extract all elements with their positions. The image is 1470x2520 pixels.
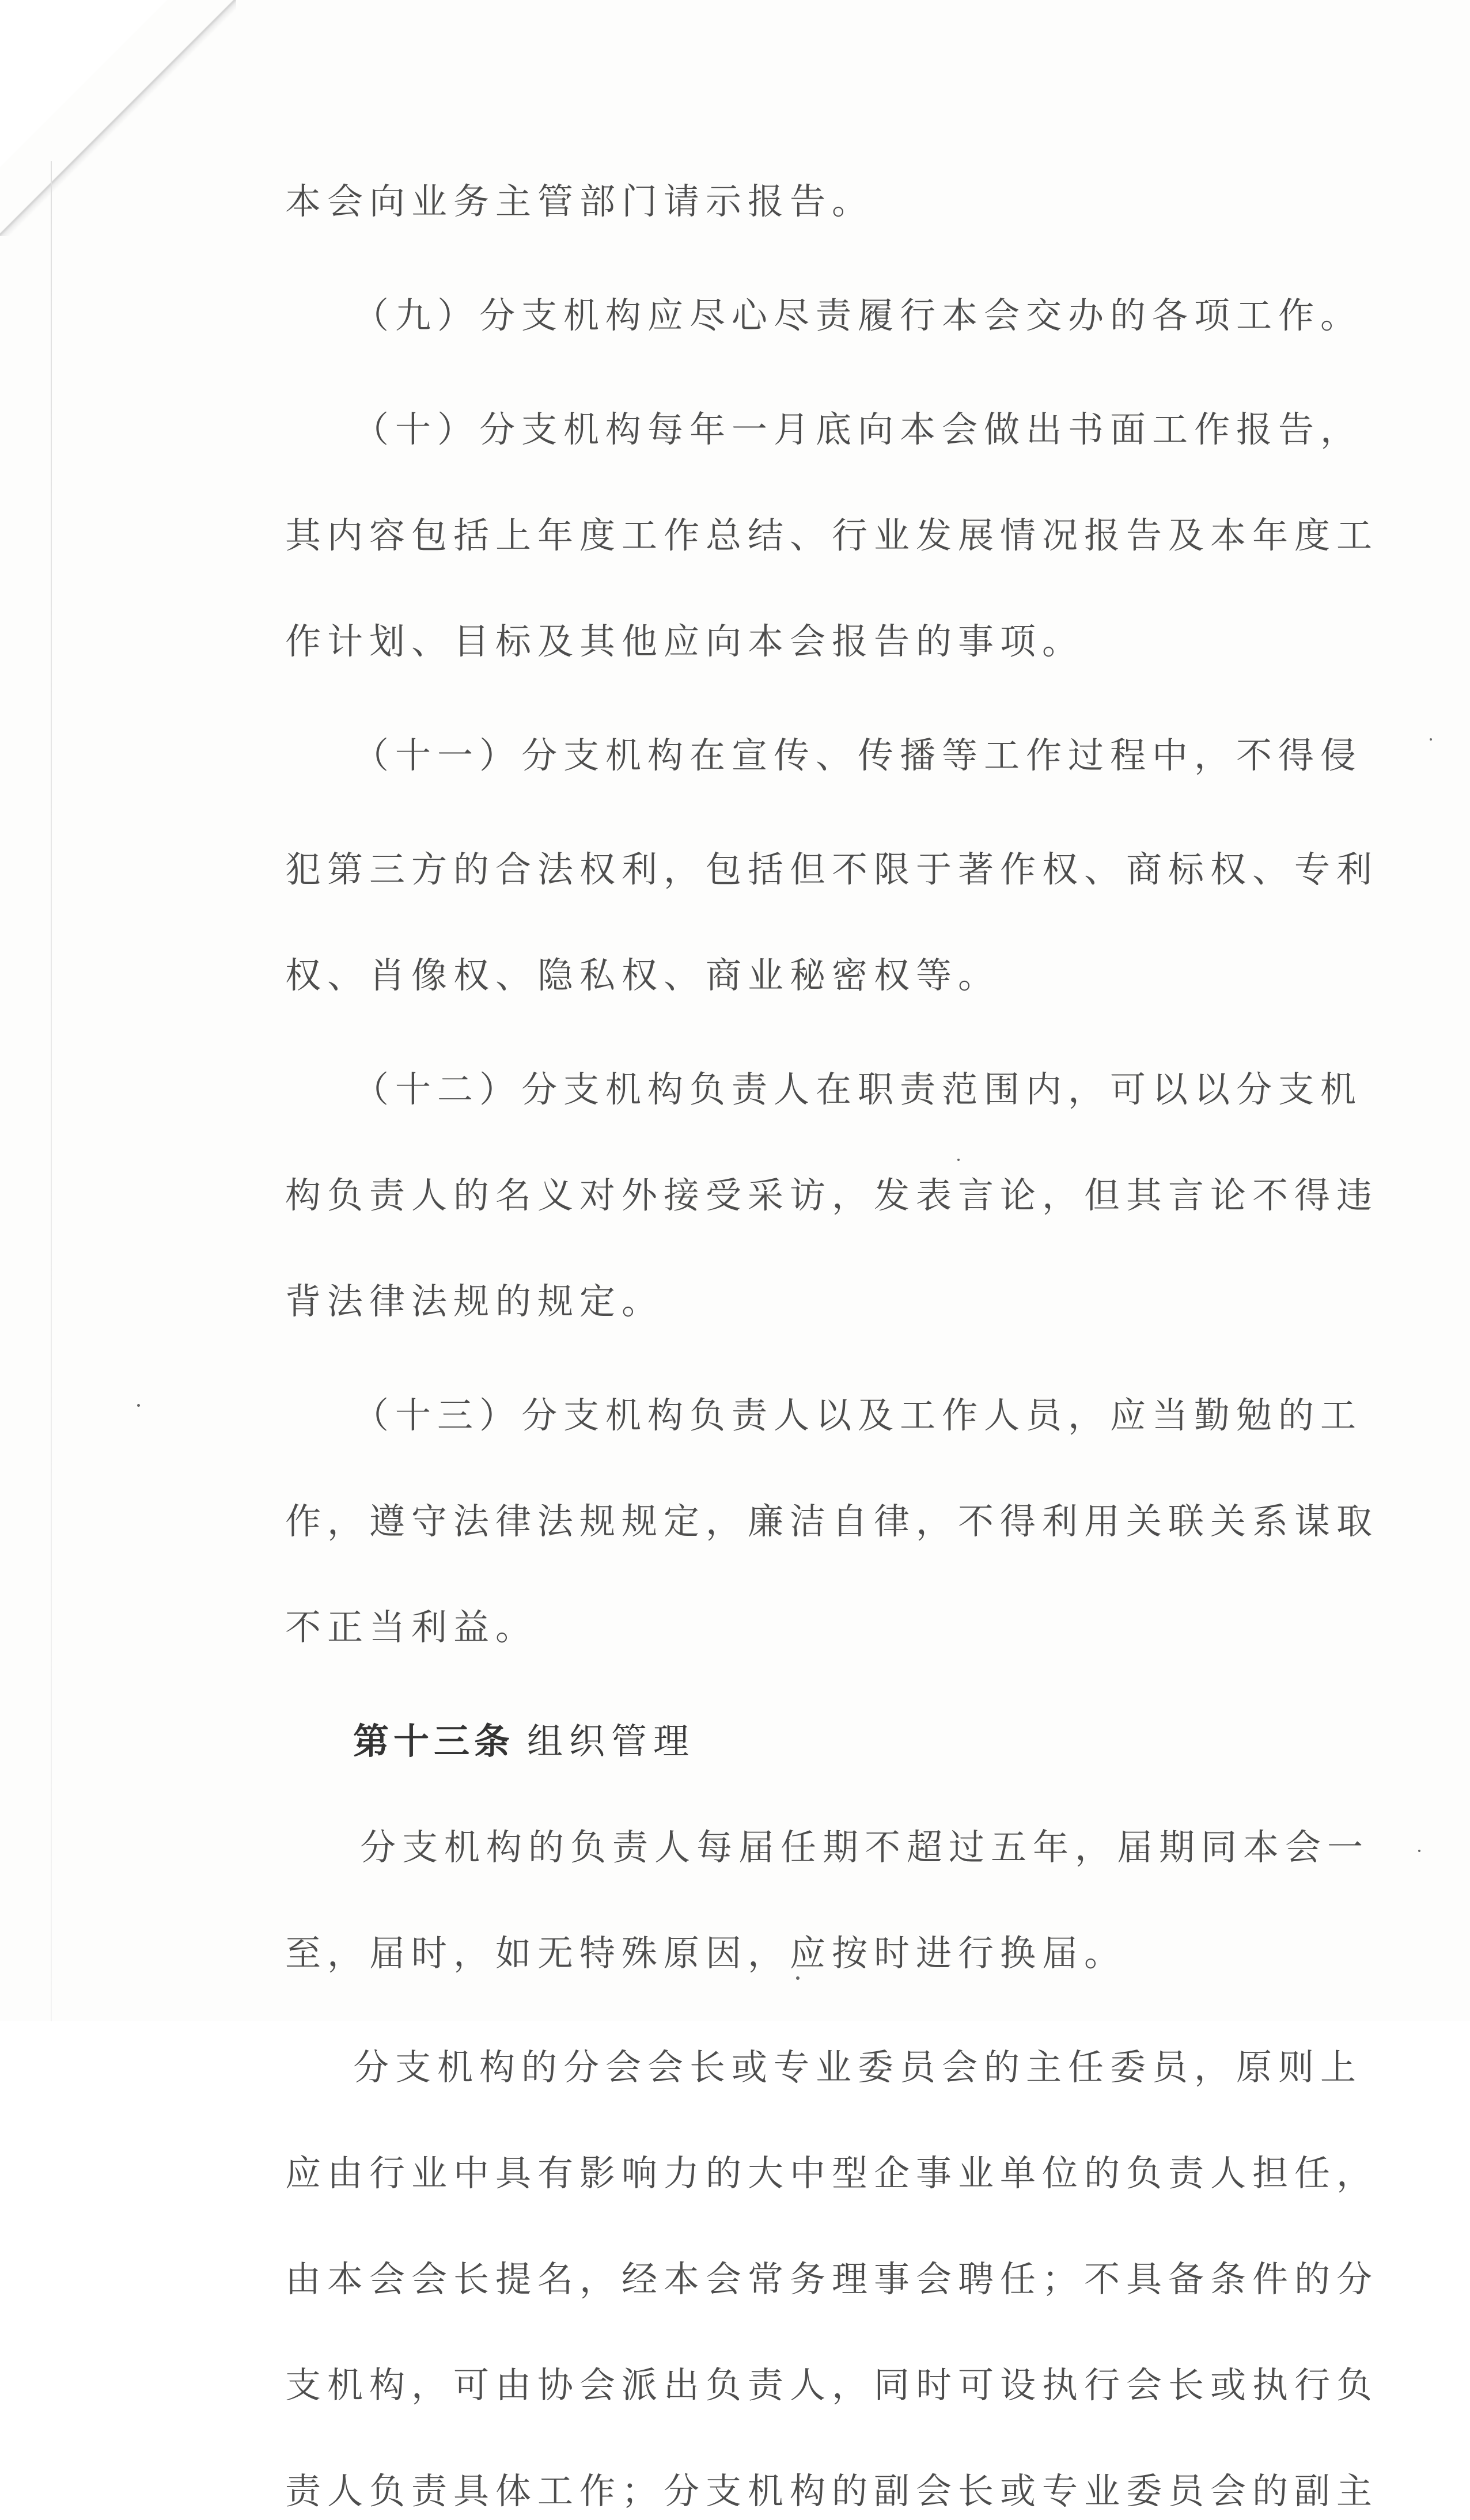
article-number: 第十三条: [353, 1720, 515, 1762]
text-line: 本会向业务主管部门请示报告。: [285, 180, 874, 222]
document-body: [285, 173, 1379, 2520]
text-line: 分支机构的分会会长或专业委员会的主任委员，原则上: [353, 2046, 1363, 2088]
text-line: 构负责人的名义对外接受采访，发表言论，但其言论不得违: [285, 1174, 1379, 1216]
text-line: 不正当利益。: [285, 1606, 538, 1648]
scan-speck: [1430, 738, 1432, 741]
scan-speck: [796, 1976, 800, 1980]
text-line: 其内容包括上年度工作总结、行业发展情况报告及本年度工: [285, 514, 1379, 556]
text-line: 责人负责具体工作；分支机构的副会长或专业委员会的副主: [285, 2470, 1379, 2512]
text-line: （十一）分支机构在宣传、传播等工作过程中，不得侵: [353, 734, 1363, 776]
text-line: 作，遵守法律法规规定，廉洁自律，不得利用关联关系谋取: [285, 1500, 1379, 1542]
scan-speck: [1418, 1850, 1420, 1852]
text-line: 权、肖像权、隐私权、商业秘密权等。: [285, 954, 1001, 996]
text-line: （九）分支机构应尽心尽责履行本会交办的各项工作。: [353, 294, 1363, 336]
text-line: （十二）分支机构负责人在职责范围内，可以以分支机: [353, 1068, 1363, 1110]
article-heading: [285, 1713, 1287, 1770]
text-line: 由本会会长提名，经本会常务理事会聘任；不具备条件的分: [285, 2258, 1379, 2300]
text-line: 作计划、目标及其他应向本会报告的事项。: [285, 620, 1085, 662]
text-line: （十）分支机构每年一月底向本会做出书面工作报告，: [353, 408, 1363, 450]
page-left-edge: [51, 161, 52, 2021]
text-line: 应由行业中具有影响力的大中型企事业单位的负责人担任，: [285, 2152, 1379, 2194]
text-line: 背法律法规的规定。: [285, 1280, 664, 1322]
page-folded-corner: [0, 0, 167, 167]
text-line: 犯第三方的合法权利，包括但不限于著作权、商标权、专利: [285, 848, 1379, 890]
text-line: 支机构，可由协会派出负责人，同时可设执行会长或执行负: [285, 2364, 1379, 2406]
scan-speck: [957, 1159, 960, 1161]
scan-speck: [137, 1404, 140, 1407]
article-title: 组织管理: [527, 1720, 696, 1762]
text-line: 至，届时，如无特殊原因，应按时进行换届。: [285, 1932, 1127, 1974]
text-line: （十三）分支机构负责人以及工作人员，应当勤勉的工: [353, 1394, 1363, 1436]
text-line: 分支机构的负责人每届任期不超过五年，届期同本会一: [360, 1826, 1370, 1868]
